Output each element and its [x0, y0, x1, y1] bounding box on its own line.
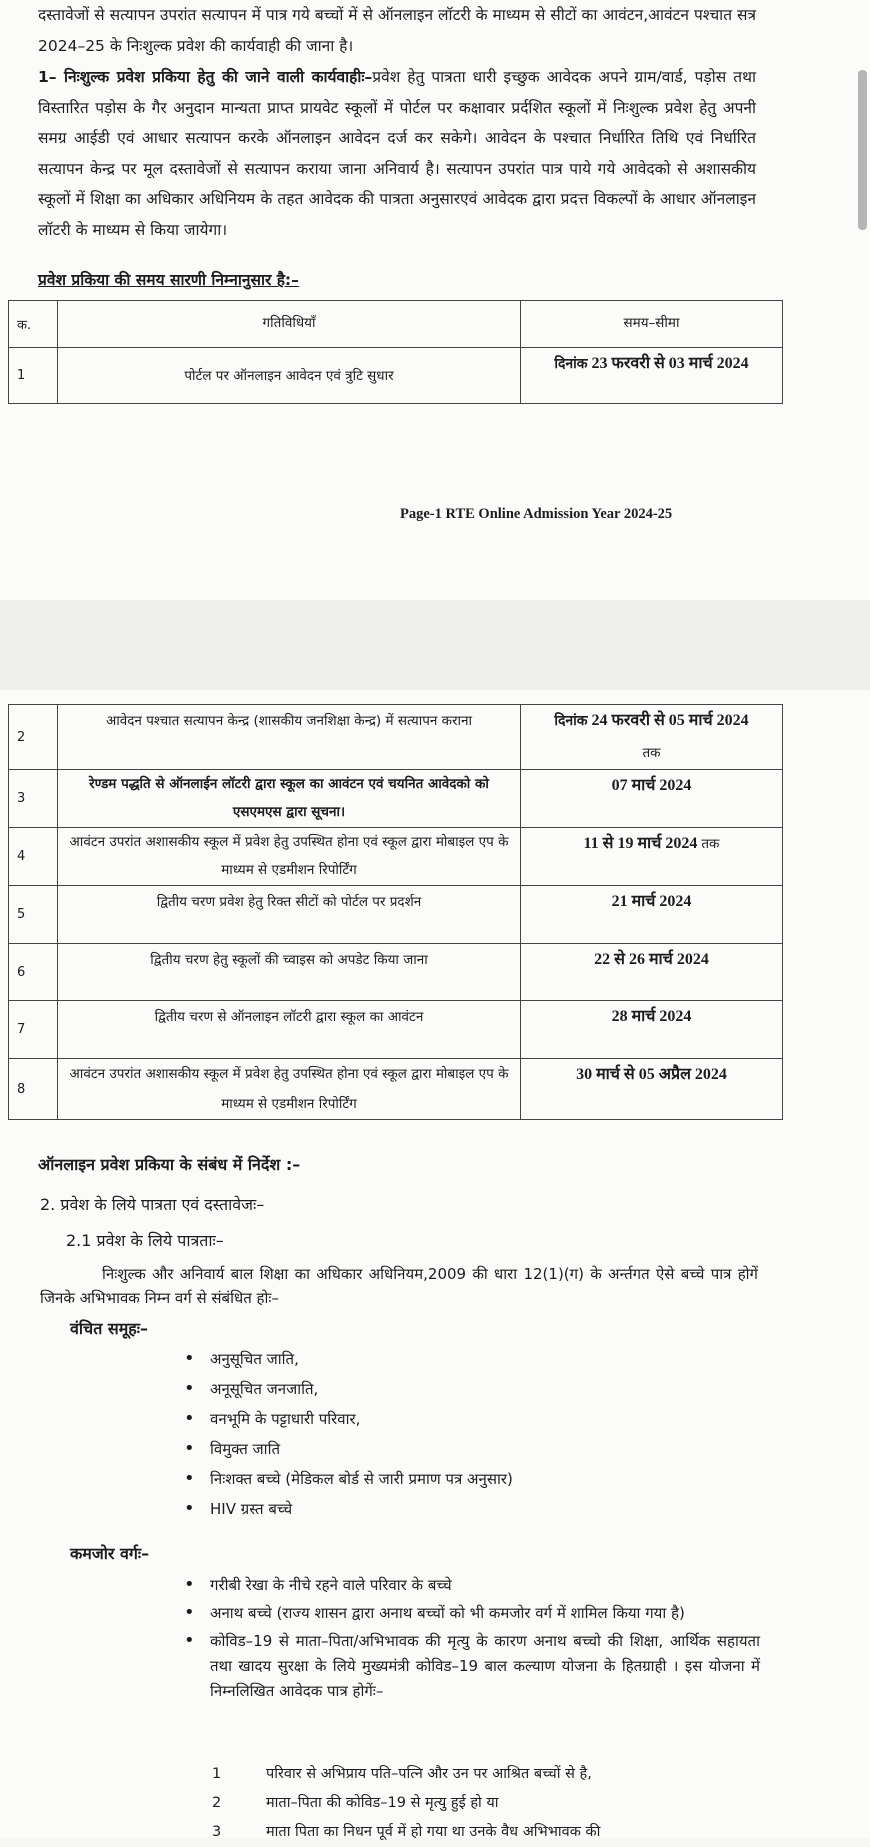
- list-item: 2 माता–पिता की कोविड–19 से मृत्यु हुई हो या: [212, 1795, 499, 1811]
- row-date: 11 से 19 मार्च 2024 तक: [521, 828, 783, 886]
- row-sn: 6: [9, 944, 58, 1001]
- list-item: • वनभूमि के पट्टाधारी परिवार,: [180, 1404, 770, 1434]
- row-sn: 4: [9, 828, 58, 886]
- intro-paragraph: दस्तावेजों से सत्यापन उपरांत सत्यापन में पात्र गये बच्चों में से ऑनलाइन लॉटरी के माध्यम से सीटों का आवंटन,आवंटन पश्चात सत्र 2024–25 के निःशुल्क प्रवेश की कार्यवाही की जाना है।: [38, 6, 756, 55]
- row-activity: पोर्टल पर ऑनलाइन आवेदन एवं त्रुटि सुधार: [58, 348, 521, 404]
- list-item: • कोविड–19 से माता–पिता/अभिभावक की मृत्यु के कारण अनाथ बच्चो की शिक्षा, आर्थिक सहायता तथा खादय सुरक्षा के लिये मुख्यमंत्री कोविड–19 बाल कल्याण योजना के हितग्राही । इस योजना में निम्नलिखित आवेदक पात्र होगेंः–: [180, 1626, 760, 1704]
- row-activity: द्वितीय चरण से ऑनलाइन लॉटरी द्वारा स्कूल का आवंटन: [58, 1001, 521, 1059]
- row-date: 21 मार्च 2024: [521, 886, 783, 944]
- table-row: [9, 1001, 783, 1059]
- table-header-row: [9, 301, 783, 348]
- table-row: [9, 944, 783, 1001]
- row-date: 30 मार्च से 05 अप्रैल 2024: [521, 1059, 783, 1120]
- list-item: 1 परिवार से अभिप्राय पति–पत्नि और उन पर आश्रित बच्चों से है,: [212, 1766, 592, 1782]
- disadvantaged-heading: वंचित समूहः–: [70, 1319, 149, 1338]
- row-activity: द्वितीय चरण प्रवेश हेतु रिक्त सीटों को पोर्टल पर प्रदर्शन: [58, 886, 521, 944]
- header-date: समय–सीमा: [521, 301, 783, 348]
- table-row: [9, 348, 783, 404]
- header-activity: गतिविधियॉं: [58, 301, 521, 348]
- row-activity: रेण्डम पद्धति से ऑनलाईन लॉटरी द्वारा स्कूल का आवंटन एवं चयनित आवेदको को एसएमएस द्वारा सूचना।: [58, 770, 521, 828]
- row-sn: 1: [9, 348, 58, 404]
- row-date: 28 मार्च 2024: [521, 1001, 783, 1059]
- row-date: दिनांक 23 फरवरी से 03 मार्च 2024: [521, 348, 783, 404]
- row-activity: आवंटन उपरांत अशासकीय स्कूल में प्रवेश हेतु उपस्थित होना एवं स्कूल द्वारा मोबाइल एप के माध्यम से एडमीशन रिपोर्टिंग: [58, 1059, 521, 1120]
- document-page-1: [0, 0, 870, 600]
- list-item: • निःशक्त बच्चे (मेडिकल बोर्ड से जारी प्रमाण पत्र अनुसार): [180, 1464, 770, 1494]
- schedule-table-part-1: [8, 300, 783, 404]
- row-date: दिनांक 24 फरवरी से 05 मार्च 2024 तक: [521, 705, 783, 770]
- row-sn: 3: [9, 770, 58, 828]
- row-sn: 7: [9, 1001, 58, 1059]
- list-item: • गरीबी रेखा के नीचे रहने वाले परिवार के बच्चे: [180, 1570, 760, 1598]
- row-sn: 8: [9, 1059, 58, 1120]
- row-activity: द्वितीय चरण हेतु स्कूलों की च्वाइस को अपडेट किया जाना: [58, 944, 521, 1001]
- list-item: • अनाथ बच्चे (राज्य शासन द्वारा अनाथ बच्चों को भी कमजोर वर्ग में शामिल किया गया है): [180, 1598, 760, 1626]
- list-item: 3 माता पिता का निधन पूर्व में हो गया था उनके वैध अभिभावक की: [212, 1824, 601, 1840]
- list-item: • अनूसूचित जनजाति,: [180, 1374, 770, 1404]
- list-item: • अनुसूचित जाति,: [180, 1344, 770, 1374]
- table-row: [9, 828, 783, 886]
- weaker-heading: कमजोर वर्गः–: [70, 1544, 150, 1563]
- scrollbar-thumb[interactable]: [858, 70, 867, 230]
- table-row: [9, 770, 783, 828]
- schedule-table-part-2: [8, 704, 783, 1120]
- section-1-body: प्रवेश हेतु पात्रता धारी इच्छुक आवेदक अपने ग्राम/वार्ड, पड़ोस तथा विस्तारित पड़ोस के गैर अनुदान मान्यता प्राप्त प्रायवेट स्कूलों में पोर्टल पर कक्षावार प्रर्दशित स्कूलों में निःशुल्क प्रवेश हेतु अपनी समग्र आईडी एवं आधार सत्यापन करके ऑनलाइन आवेदन दर्ज कर सकेगे। आवेदन के पश्चात निर्धारित तिथि एवं निर्धारित सत्यापन केन्द्र पर मूल दस्तावेजों से सत्यापन कराया जाना अनिवार्य है। सत्यापन उपरांत पात्र पाये गये आवेदको से अशासकीय स्कूलों में शिक्षा का अधिकार अधिनियम के तहत आवेदक की पात्रता अनुसारएवं आवेदक द्वारा प्रदत्त विकल्पों के आधार ऑनलाइन लॉटरी के माध्यम से किया जायेगा।: [38, 68, 756, 239]
- table-row: [9, 1059, 783, 1120]
- row-sn: 5: [9, 886, 58, 944]
- table-row: [9, 886, 783, 944]
- document-page-2: [0, 690, 870, 1838]
- section-2-heading: 2. प्रवेश के लिये पात्रता एवं दस्तावेजः–: [40, 1195, 265, 1214]
- schedule-heading: प्रवेश प्रकिया की समय सारणी निम्नानुसार है:–: [38, 271, 299, 289]
- section-1-paragraph: [38, 62, 756, 245]
- row-date: 22 से 26 मार्च 2024: [521, 944, 783, 1001]
- list-item: • HIV ग्रस्त बच्चे: [180, 1494, 770, 1524]
- instructions-heading: ऑनलाइन प्रवेश प्रकिया के संबंध में निर्देश :–: [38, 1155, 301, 1174]
- page-gap: [0, 600, 870, 690]
- sub-list: [212, 1760, 772, 1847]
- list-item: • विमुक्त जाति: [180, 1434, 770, 1464]
- disadvantaged-list: [180, 1344, 770, 1524]
- section-2-1-heading: 2.1 प्रवेश के लिये पात्रताः–: [66, 1231, 224, 1250]
- weaker-list: [180, 1570, 760, 1704]
- row-activity: आवेदन पश्चात सत्यापन केन्द्र (शासकीय जनशिक्षा केन्द्र) में सत्यापन कराना: [58, 705, 521, 770]
- table-row: [9, 705, 783, 770]
- header-sn: क.: [9, 301, 58, 348]
- page-footer: Page-1 RTE Online Admission Year 2024-25: [400, 506, 673, 522]
- row-date: 07 मार्च 2024: [521, 770, 783, 828]
- row-activity: आवंटन उपरांत अशासकीय स्कूल में प्रवेश हेतु उपस्थित होना एवं स्कूल द्वारा मोबाइल एप के माध्यम से एडमीशन रिपोर्टिंग: [58, 828, 521, 886]
- section-1-title: 1– निःशुल्क प्रवेश प्रकिया हेतु की जाने वाली कार्यवाहीः–: [38, 68, 373, 86]
- row-sn: 2: [9, 705, 58, 770]
- eligibility-paragraph: निःशुल्क और अनिवार्य बाल शिक्षा का अधिकार अधिनियम,2009 की धारा 12(1)(ग) के अर्न्तगत ऐसे बच्चे पात्र होगें जिनके अभिभावक निम्न वर्ग से संबंधित होः–: [40, 1265, 758, 1307]
